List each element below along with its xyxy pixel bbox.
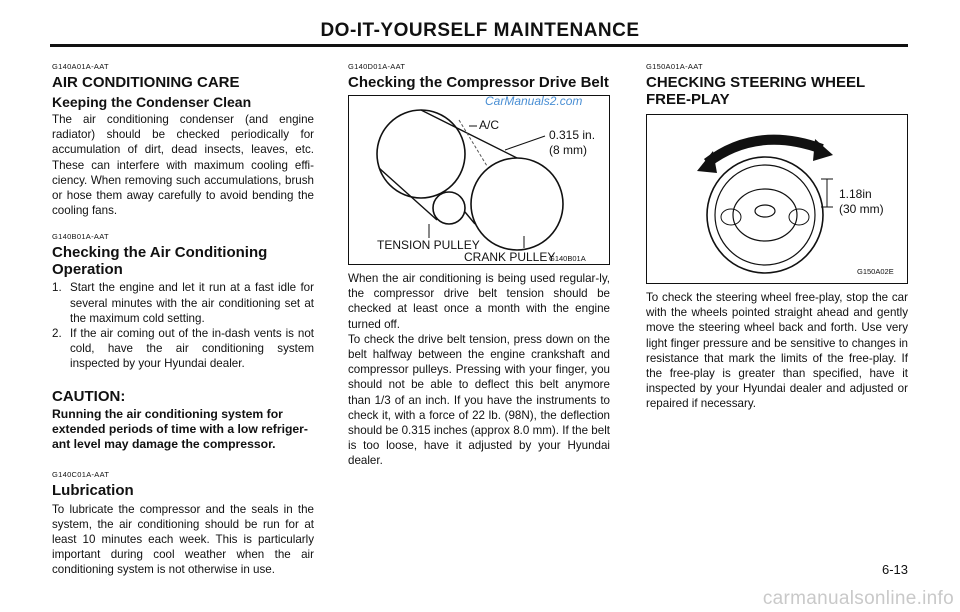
page-header-title: DO-IT-YOURSELF MAINTENANCE (320, 20, 640, 41)
caution-title: CAUTION: (52, 387, 126, 405)
list-item (52, 326, 314, 372)
label-free-play-in: 1.18in (839, 187, 872, 201)
list-text: If the air coming out of the in-dash vents is not cold, have the air conditioning system inspected by your Hyundai dealer. (70, 327, 314, 371)
footer-url: carmanualsonline.info (762, 588, 954, 609)
section-title-lubrication: Lubrication (52, 481, 134, 499)
section-code: G140B01A-AAT (52, 232, 109, 242)
drive-belt-paragraph-2: To check the drive belt tension, press down on the belt halfway between the engine crankshaft and compressor pulleys. Pressing with your finger, you should not be able to deflect this belt anymore than 1/3 of an inch. If you have the instruments to check it, with a force of 22 lb. (98N), the deflection should be 0.315 inches (approx 8.0 mm). If the belt is too loose, have it adjusted by your Hyundai dealer. (348, 332, 610, 468)
watermark-text: CarManuals2.com (485, 94, 583, 108)
section-code: G140C01A-AAT (52, 469, 110, 479)
free-play-arrow (707, 140, 822, 163)
page-number: 6-13 (881, 562, 908, 577)
label-deflection: 0.315 in. (549, 128, 596, 142)
arrow-head-right (813, 139, 833, 161)
list-text: Start the engine and let it run at a fast idle for several minutes with the air conditioning set at the maximum cold setting. (70, 281, 314, 325)
list-number: 2. (52, 327, 62, 341)
list-number: 1. (52, 281, 62, 295)
column-ac-care (52, 62, 314, 578)
section-code: G140D01A-AAT (348, 62, 406, 71)
header-rule (50, 44, 908, 47)
steering-figure (646, 114, 908, 284)
drive-belt-paragraph-1: When the air conditioning is being used regular-ly, the compressor drive belt tension should be checked at least once a month with the engine turned off. (348, 272, 610, 331)
wheel-hub (733, 189, 797, 241)
wheel-rim-outer (707, 157, 823, 273)
caution-text: Running the air conditioning system for extended periods of time with a low refriger-ant level may damage the compressor. (52, 406, 308, 451)
column-drive-belt (348, 62, 610, 469)
figure-code: G140B01A (549, 254, 586, 263)
label-crank-pulley: CRANK PULLEY (464, 250, 556, 264)
list-item (52, 280, 314, 326)
section-title-ac-care: AIR CONDITIONING CARE (52, 74, 240, 91)
drive-belt-figure (348, 95, 610, 265)
section-title-steering: CHECKING STEERING WHEEL FREE-PLAY (646, 74, 865, 108)
label-ac: A/C (479, 118, 500, 132)
section-code: G150A01A-AAT (646, 62, 703, 71)
section-code: G140A01A-AAT (52, 62, 109, 71)
ac-operation-steps (52, 280, 314, 371)
label-tension-pulley: TENSION PULLEY (377, 238, 480, 252)
label-free-play-mm: (30 mm) (839, 202, 884, 216)
belt-line (421, 110, 517, 158)
wheel-button-left (721, 209, 741, 225)
lubrication-paragraph: To lubricate the compressor and the seals in the system, the air conditioning should be run for at least 10 minutes each week. This is particularly important during cool weather when the air conditioning system is not otherwise in use. (52, 502, 314, 577)
steering-paragraph: To check the steering wheel free-play, stop the car with the wheels pointed straight ahead and gently move the steering wheel back and forth. Use very light finger pressure and be sensitive to changes in resistance that mark the limits of the free-play. If the free-play is greater than specified, have it inspected by your Hyundai dealer and adjusted or repaired if necessary. (646, 291, 908, 411)
column-steering (646, 62, 908, 412)
wheel-button-right (789, 209, 809, 225)
crank-pulley-shape (471, 158, 563, 250)
belt-line (379, 168, 437, 220)
section-title-drive-belt: Checking the Compressor Drive Belt (348, 74, 609, 91)
ac-pulley-shape (377, 110, 465, 198)
condenser-paragraph: The air conditioning condenser (and engine radiator) should be checked periodically for accumulation of dirt, dead insects, leaves, etc. These can interfere with maximum cooling effi-ciency. When removing such accumulations, brush or hose them away carefully to avoid bending the cooling fans. (52, 113, 314, 218)
tension-pulley-shape (433, 192, 465, 224)
figure-code: G150A02E (857, 267, 894, 276)
subsection-title-condenser: Keeping the Condenser Clean (52, 94, 252, 110)
label-deflection-mm: (8 mm) (549, 143, 587, 157)
wheel-rim-inner (715, 165, 815, 265)
section-title-ac-operation: Checking the Air Conditioning Operation (52, 244, 268, 279)
brand-emblem (755, 205, 775, 217)
leader-line (505, 136, 545, 150)
